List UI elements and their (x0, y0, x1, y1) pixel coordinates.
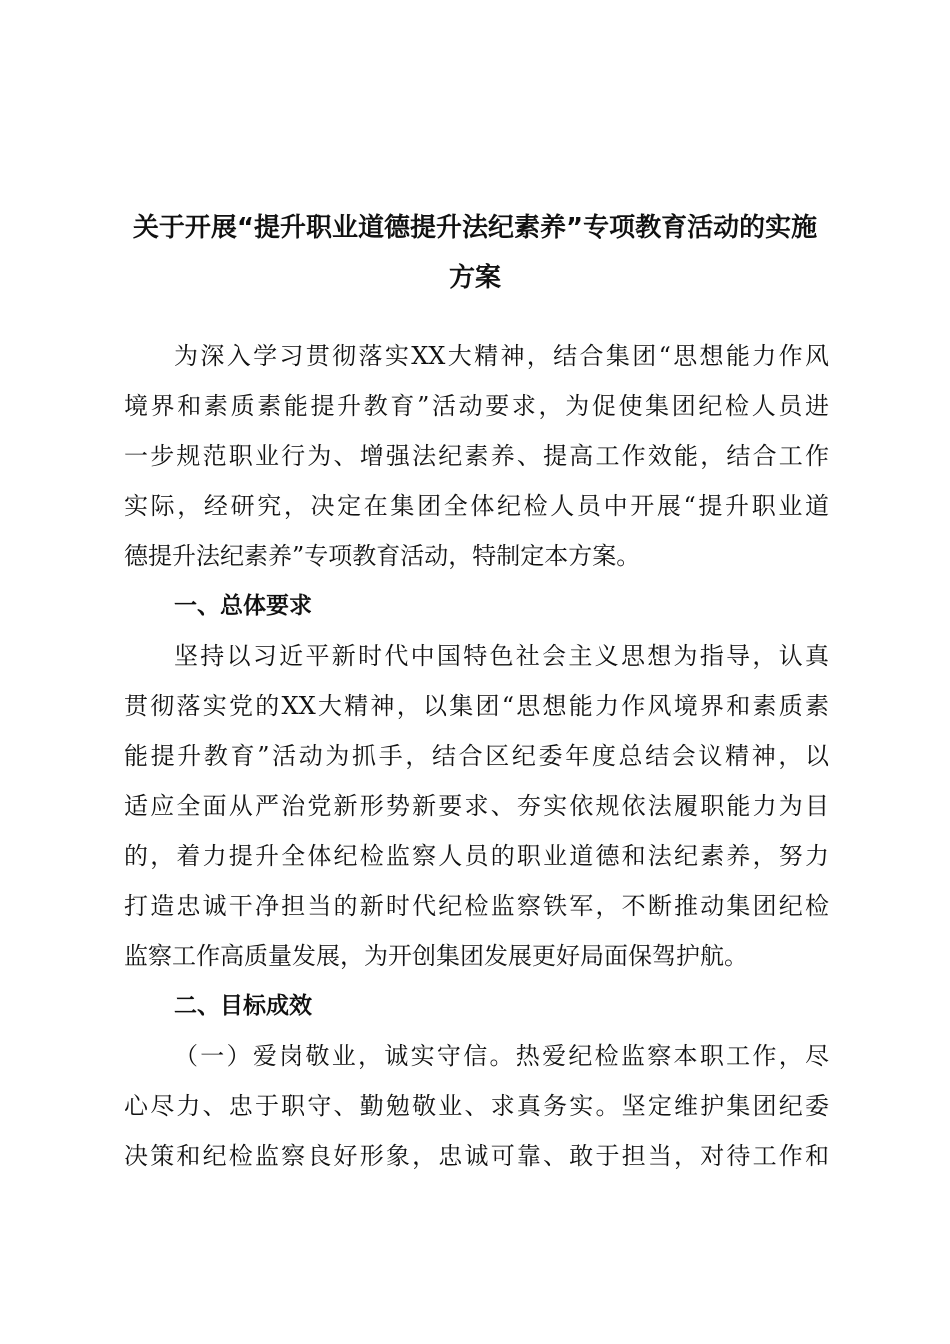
section-heading-goals-outcomes: 二、目标成效 (174, 993, 312, 1019)
document-title-line-1: 关于开展“提升职业道德提升法纪素养”专项教育活动的实施 (132, 213, 818, 243)
section2-paragraph-line: 心尽力、忠于职守、勤勉敬业、求真务实。坚定维护集团纪委 (124, 1092, 829, 1120)
intro-paragraph-line: 实际，经研究，决定在集团全体纪检人员中开展“提升职业道 (124, 492, 829, 520)
section1-paragraph-line: 打造忠诚干净担当的新时代纪检监察铁军，不断推动集团纪检 (124, 892, 829, 920)
section1-paragraph-line: 能提升教育”活动为抓手，结合区纪委年度总结会议精神，以 (124, 742, 829, 770)
section2-paragraph-line: 决策和纪检监察良好形象，忠诚可靠、敢于担当，对待工作和 (124, 1142, 829, 1170)
section1-paragraph-line: 坚持以习近平新时代中国特色社会主义思想为指导，认真 (174, 642, 829, 670)
section1-paragraph-line: 贯彻落实党的XX大精神，以集团“思想能力作风境界和素质素 (124, 692, 829, 720)
intro-paragraph-line: 境界和素质素能提升教育”活动要求，为促使集团纪检人员进 (124, 392, 829, 420)
section2-paragraph-line: （一）爱岗敬业，诚实守信。热爱纪检监察本职工作，尽 (174, 1042, 829, 1070)
document-title-line-2: 方案 (448, 263, 501, 293)
section1-paragraph-line: 监察工作高质量发展，为开创集团发展更好局面保驾护航。 (124, 942, 748, 970)
intro-paragraph-line: 一步规范职业行为、增强法纪素养、提高工作效能，结合工作 (124, 442, 829, 470)
section1-paragraph-line: 适应全面从严治党新形势新要求、夯实依规依法履职能力为目 (124, 792, 829, 820)
intro-paragraph-line: 为深入学习贯彻落实XX大精神，结合集团“思想能力作风 (174, 342, 829, 370)
section1-paragraph-line: 的，着力提升全体纪检监察人员的职业道德和法纪素养，努力 (124, 842, 829, 870)
section-heading-overall-requirements: 一、总体要求 (174, 593, 312, 619)
intro-paragraph-line: 德提升法纪素养”专项教育活动，特制定本方案。 (124, 542, 641, 570)
